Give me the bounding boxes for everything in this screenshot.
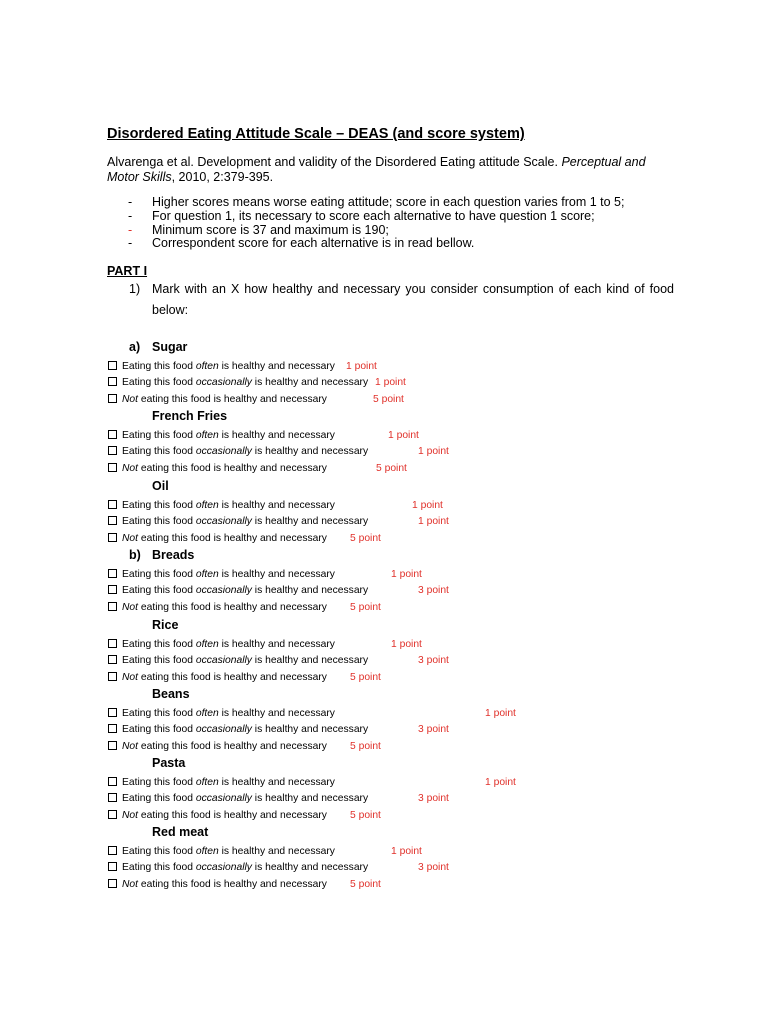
option-text: Eating this food — [122, 569, 196, 580]
option-frequency: occasionally — [195, 724, 252, 735]
option-checkbox[interactable] — [108, 793, 117, 802]
option-row — [108, 878, 327, 892]
option-text: Eating this food — [122, 724, 196, 735]
option-frequency: often — [195, 569, 219, 580]
citation-journal: Perceptual and Motor Skills — [107, 155, 646, 184]
score-label: 3 point — [418, 862, 449, 873]
option-text: is healthy and necessary — [218, 361, 335, 372]
option-text: is healthy and necessary — [251, 516, 369, 527]
option-text: is healthy and necessary — [218, 846, 335, 857]
option-text: Eating this food — [122, 500, 196, 511]
option-text: Eating this food — [122, 446, 196, 457]
option-checkbox[interactable] — [108, 430, 117, 439]
option-text: is healthy and necessary — [251, 377, 369, 388]
option-row — [108, 707, 335, 721]
document-title: Disordered Eating Attitude Scale – DEAS (and score system) — [107, 126, 525, 142]
option-row — [108, 499, 335, 513]
food-heading — [152, 825, 208, 839]
citation-details: , 2010, 2:379-395. — [171, 170, 274, 184]
option-row — [108, 809, 327, 823]
bullet-dash: - — [128, 236, 133, 251]
option-row — [108, 462, 327, 476]
option-negation: Not — [122, 810, 139, 821]
option-frequency: often — [195, 777, 219, 788]
option-negation: Not — [122, 463, 139, 474]
option-checkbox[interactable] — [108, 377, 117, 386]
scoring-note — [128, 237, 624, 251]
option-row — [108, 532, 327, 546]
option-checkbox[interactable] — [108, 446, 117, 455]
option-frequency: occasionally — [195, 793, 252, 804]
citation-text: Alvarenga et al. Development and validity of the Disordered Eating attitude Scale. — [107, 155, 558, 169]
option-checkbox[interactable] — [108, 708, 117, 717]
score-label: 5 point — [376, 463, 407, 474]
food-heading — [129, 340, 187, 354]
food-name: Oil — [152, 479, 169, 493]
scoring-note — [128, 210, 624, 224]
option-text: is healthy and necessary — [251, 724, 369, 735]
score-label: 5 point — [350, 879, 381, 890]
option-text: is healthy and necessary — [251, 655, 369, 666]
option-text: is healthy and necessary — [218, 430, 335, 441]
option-text: Eating this food — [122, 377, 196, 388]
option-row — [108, 515, 368, 529]
option-text: is healthy and necessary — [218, 639, 335, 650]
option-checkbox[interactable] — [108, 862, 117, 871]
option-text: eating this food is healthy and necessary — [138, 810, 327, 821]
bullet-dash: - — [128, 195, 133, 209]
score-label: 1 point — [391, 639, 422, 650]
option-negation: Not — [122, 394, 139, 405]
food-heading — [152, 409, 227, 423]
score-label: 5 point — [350, 602, 381, 613]
score-label: 1 point — [391, 569, 422, 580]
option-row — [108, 845, 335, 859]
score-label: 1 point — [375, 377, 406, 388]
option-negation: Not — [122, 879, 139, 890]
option-frequency: occasionally — [195, 516, 252, 527]
question-1 — [129, 279, 674, 321]
option-row — [108, 376, 368, 390]
option-text: is healthy and necessary — [218, 777, 335, 788]
option-text: Eating this food — [122, 361, 196, 372]
option-row — [108, 792, 368, 806]
option-row — [108, 861, 368, 875]
food-heading — [152, 687, 190, 701]
food-name: Rice — [152, 618, 179, 632]
option-checkbox[interactable] — [108, 516, 117, 525]
option-checkbox[interactable] — [108, 810, 117, 819]
score-label: 1 point — [485, 708, 516, 719]
option-text: is healthy and necessary — [251, 862, 369, 873]
option-frequency: often — [195, 361, 219, 372]
bullet-dash: - — [128, 222, 133, 237]
option-row — [108, 740, 327, 754]
question-number: 1) — [129, 282, 141, 296]
scoring-note-text: For question 1, its necessary to score each alternative to have question 1 score; — [152, 208, 595, 223]
option-checkbox[interactable] — [108, 741, 117, 750]
option-frequency: occasionally — [195, 446, 252, 457]
option-frequency: occasionally — [195, 377, 252, 388]
scoring-note — [128, 196, 624, 210]
scoring-note-text: Correspondent score for each alternative is in read bellow. — [152, 236, 475, 251]
option-text: is healthy and necessary — [218, 569, 335, 580]
option-text: Eating this food — [122, 708, 196, 719]
option-text: Eating this food — [122, 655, 196, 666]
food-name: French Fries — [152, 409, 228, 423]
option-frequency: often — [195, 639, 219, 650]
option-negation: Not — [122, 672, 139, 683]
option-text: eating this food is healthy and necessary — [138, 741, 327, 752]
option-row — [108, 584, 368, 598]
option-frequency: often — [195, 708, 219, 719]
food-name: Breads — [152, 548, 195, 562]
option-frequency: often — [195, 846, 219, 857]
food-heading — [129, 548, 194, 562]
score-label: 1 point — [412, 500, 443, 511]
option-text: is healthy and necessary — [218, 500, 335, 511]
option-text: eating this food is healthy and necessary — [138, 602, 327, 613]
scoring-note-text: Higher scores means worse eating attitude; score in each question varies from 1 to 5; — [152, 195, 625, 209]
score-label: 3 point — [418, 793, 449, 804]
option-text: Eating this food — [122, 862, 196, 873]
option-checkbox[interactable] — [108, 777, 117, 786]
score-label: 1 point — [418, 516, 449, 527]
option-row — [108, 654, 368, 668]
citation — [107, 155, 667, 185]
food-heading — [152, 618, 178, 632]
option-checkbox[interactable] — [108, 724, 117, 733]
option-frequency: occasionally — [195, 585, 252, 596]
option-row — [108, 393, 327, 407]
food-name: Beans — [152, 687, 190, 701]
score-label: 5 point — [350, 741, 381, 752]
option-row — [108, 568, 335, 582]
option-checkbox[interactable] — [108, 879, 117, 888]
scoring-note — [128, 224, 624, 238]
option-checkbox[interactable] — [108, 463, 117, 472]
question-text: Mark with an X how healthy and necessary you consider consumption of each kind of food below: — [152, 282, 674, 317]
option-text: Eating this food — [122, 639, 196, 650]
score-label: 1 point — [391, 846, 422, 857]
option-row — [108, 601, 327, 615]
option-text: Eating this food — [122, 793, 196, 804]
option-text: eating this food is healthy and necessary — [138, 672, 327, 683]
option-checkbox[interactable] — [108, 500, 117, 509]
score-label: 1 point — [418, 446, 449, 457]
food-group-letter: a) — [129, 340, 141, 354]
option-checkbox[interactable] — [108, 569, 117, 578]
option-checkbox[interactable] — [108, 602, 117, 611]
option-row — [108, 776, 335, 790]
option-checkbox[interactable] — [108, 639, 117, 648]
score-label: 1 point — [485, 777, 516, 788]
option-checkbox[interactable] — [108, 655, 117, 664]
option-text: Eating this food — [122, 516, 196, 527]
food-name: Pasta — [152, 756, 186, 770]
food-heading — [152, 756, 185, 770]
score-label: 3 point — [418, 655, 449, 666]
score-label: 1 point — [346, 361, 377, 372]
option-text: is healthy and necessary — [251, 793, 369, 804]
option-text: eating this food is healthy and necessary — [138, 394, 327, 405]
option-checkbox[interactable] — [108, 361, 117, 370]
option-checkbox[interactable] — [108, 394, 117, 403]
option-text: Eating this food — [122, 585, 196, 596]
food-heading — [152, 479, 169, 493]
food-group-letter: b) — [129, 548, 141, 562]
option-row — [108, 723, 368, 737]
option-text: eating this food is healthy and necessary — [138, 533, 327, 544]
option-text: eating this food is healthy and necessary — [138, 879, 327, 890]
option-row — [108, 429, 335, 443]
option-frequency: occasionally — [195, 862, 252, 873]
option-text: is healthy and necessary — [218, 708, 335, 719]
score-label: 3 point — [418, 585, 449, 596]
option-checkbox[interactable] — [108, 533, 117, 542]
option-text: is healthy and necessary — [251, 446, 369, 457]
food-name: Red meat — [152, 825, 209, 839]
score-label: 5 point — [350, 533, 381, 544]
option-text: Eating this food — [122, 430, 196, 441]
score-label: 5 point — [350, 672, 381, 683]
option-negation: Not — [122, 602, 139, 613]
option-checkbox[interactable] — [108, 672, 117, 681]
food-name: Sugar — [152, 340, 188, 354]
option-row — [108, 445, 368, 459]
option-row — [108, 360, 335, 374]
score-label: 3 point — [418, 724, 449, 735]
option-text: Eating this food — [122, 846, 196, 857]
option-row — [108, 638, 335, 652]
option-negation: Not — [122, 741, 139, 752]
score-label: 5 point — [350, 810, 381, 821]
option-checkbox[interactable] — [108, 585, 117, 594]
score-label: 5 point — [373, 394, 404, 405]
option-checkbox[interactable] — [108, 846, 117, 855]
option-text: is healthy and necessary — [251, 585, 369, 596]
part-heading: PART I — [107, 264, 148, 278]
option-text: Eating this food — [122, 777, 196, 788]
option-row — [108, 671, 327, 685]
option-text: eating this food is healthy and necessary — [138, 463, 327, 474]
scoring-notes-list — [128, 196, 624, 251]
option-frequency: often — [195, 500, 219, 511]
bullet-dash: - — [128, 208, 133, 223]
option-frequency: often — [195, 430, 219, 441]
option-negation: Not — [122, 533, 139, 544]
score-label: 1 point — [388, 430, 419, 441]
option-frequency: occasionally — [195, 655, 252, 666]
scoring-note-text: Minimum score is 37 and maximum is 190; — [152, 222, 389, 237]
